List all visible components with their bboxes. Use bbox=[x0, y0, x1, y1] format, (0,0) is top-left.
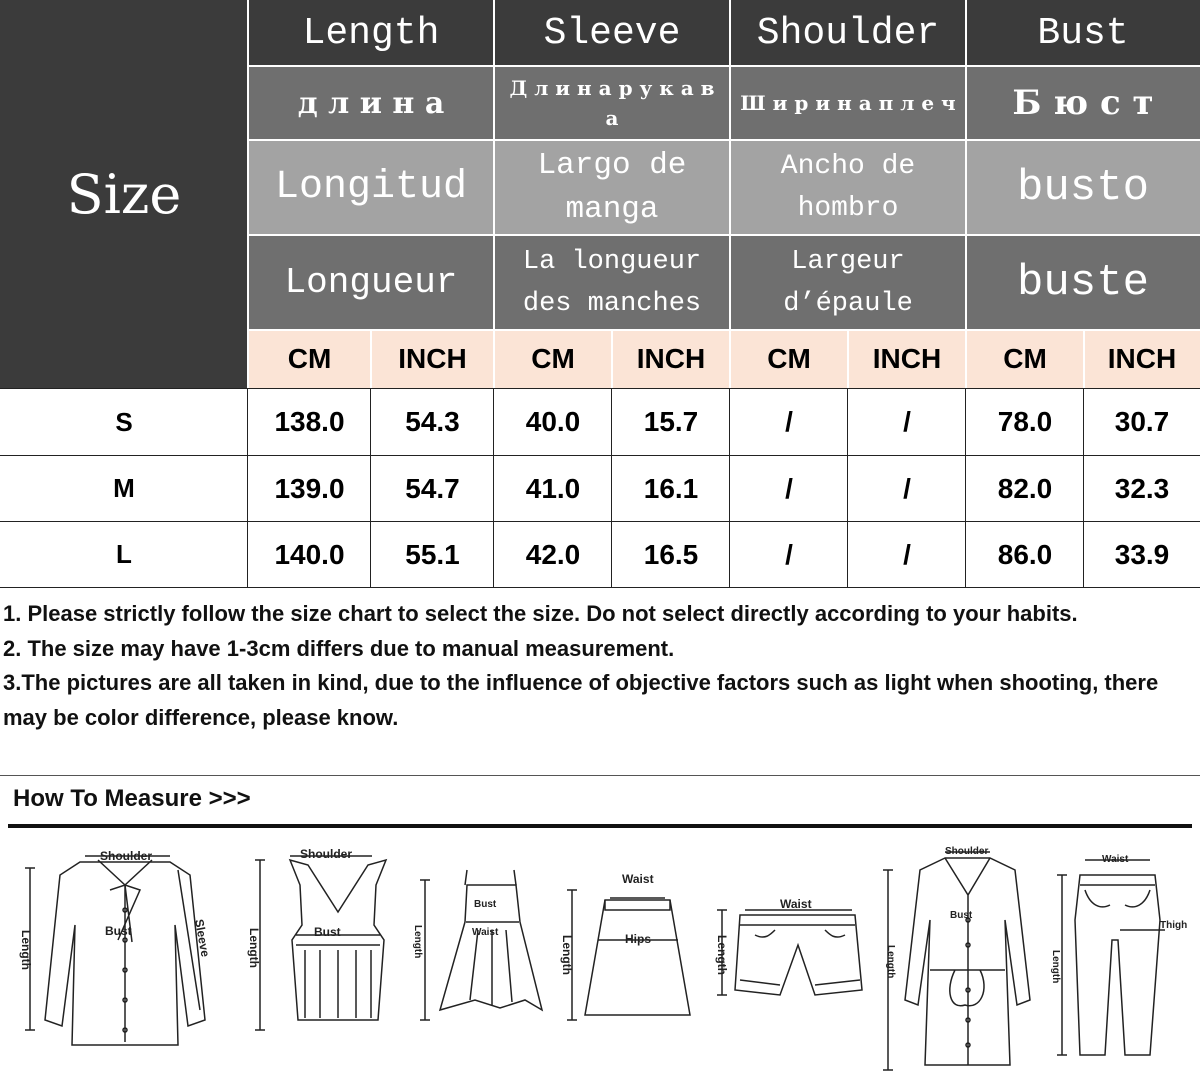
label-sleeve: Sleeve bbox=[192, 918, 213, 958]
size-cell: S bbox=[115, 406, 133, 437]
label-thigh: Thigh bbox=[1160, 920, 1188, 931]
note-1: 1. Please strictly follow the size chart to select the size. Do not select directly according to your habits. bbox=[3, 601, 1078, 626]
length-cm: 138.0 bbox=[274, 406, 345, 437]
note-3: 3.The pictures are all taken in kind, due to the influence of objective factors such as light when shooting, there may be color difference, please know. bbox=[3, 670, 1159, 730]
sleeve-inch: 16.1 bbox=[643, 472, 699, 504]
col-sleeve-fr: La longueur des manches bbox=[494, 235, 730, 330]
note-2: 2. The size may have 1-3cm differs due to manual measurement. bbox=[3, 635, 675, 661]
label-waist: Waist bbox=[780, 897, 812, 911]
shoulder-inch: / bbox=[903, 472, 911, 504]
unit-inch: INCH bbox=[371, 330, 494, 388]
unit-cm: CM bbox=[248, 330, 371, 388]
label-length: Length bbox=[412, 925, 423, 959]
tank-sketch bbox=[255, 856, 386, 1030]
label-shoulder: Shoulder bbox=[945, 846, 989, 857]
pants-sketch bbox=[1057, 860, 1165, 1055]
col-bust-es: busto bbox=[966, 140, 1200, 235]
unit-inch: INCH bbox=[612, 330, 730, 388]
label-hips: Hips bbox=[625, 932, 652, 946]
size-cell: M bbox=[113, 473, 135, 503]
coat-sketch bbox=[883, 852, 1030, 1070]
col-shoulder-es: Ancho de hombro bbox=[730, 140, 966, 235]
col-bust-en: Bust bbox=[966, 0, 1200, 66]
shoulder-inch: / bbox=[903, 406, 911, 437]
shoulder-inch: / bbox=[903, 538, 911, 570]
sleeve-cm: 40.0 bbox=[525, 406, 581, 437]
col-shoulder-fr: Largeur d’épaule bbox=[730, 235, 966, 330]
label-bust: Bust bbox=[314, 925, 341, 939]
col-bust-fr: buste bbox=[966, 235, 1200, 330]
col-length-en: Length bbox=[248, 0, 494, 66]
label-shoulder: Shoulder bbox=[100, 849, 153, 863]
col-length-ru: д л и н а bbox=[248, 66, 494, 140]
shoulder-cm: / bbox=[785, 538, 793, 570]
how-to-measure-title: How To Measure >>> bbox=[13, 785, 251, 812]
label-length: Length bbox=[560, 935, 574, 975]
label-length: Length bbox=[247, 928, 261, 968]
col-shoulder-en: Shoulder bbox=[730, 0, 966, 66]
notes bbox=[3, 597, 1198, 735]
length-inch: 54.3 bbox=[405, 406, 460, 437]
label-shoulder: Shoulder bbox=[300, 847, 353, 861]
unit-cm: CM bbox=[730, 330, 848, 388]
length-cm: 140.0 bbox=[274, 538, 345, 570]
col-bust-ru: Б ю с т bbox=[966, 66, 1200, 140]
measurement-sketches bbox=[0, 830, 1200, 1092]
label-waist: Waist bbox=[1102, 854, 1129, 865]
unit-inch: INCH bbox=[848, 330, 966, 388]
label-waist: Waist bbox=[622, 872, 654, 886]
unit-inch: INCH bbox=[1084, 330, 1200, 388]
bust-cm: 86.0 bbox=[997, 538, 1053, 570]
skirt-sketch bbox=[567, 890, 690, 1020]
bust-cm: 82.0 bbox=[997, 472, 1053, 504]
unit-cm: CM bbox=[494, 330, 612, 388]
label-bust: Bust bbox=[474, 899, 497, 910]
unit-cm: CM bbox=[966, 330, 1084, 388]
sleeve-cm: 42.0 bbox=[525, 538, 581, 570]
sleeve-inch: 15.7 bbox=[643, 406, 699, 437]
blouse-sketch bbox=[25, 856, 205, 1045]
shoulder-cm: / bbox=[785, 472, 793, 504]
label-length: Length bbox=[1050, 950, 1061, 984]
bust-inch: 33.9 bbox=[1114, 538, 1170, 570]
dress-sketch bbox=[420, 870, 542, 1020]
col-length-fr: Longueur bbox=[248, 235, 494, 330]
size-cell: L bbox=[116, 539, 132, 569]
col-length-es: Longitud bbox=[248, 140, 494, 235]
label-bust: Bust bbox=[950, 910, 973, 921]
col-sleeve-en: Sleeve bbox=[494, 0, 730, 66]
sleeve-inch: 16.5 bbox=[643, 538, 699, 570]
bust-inch: 30.7 bbox=[1114, 406, 1170, 437]
shoulder-cm: / bbox=[785, 406, 793, 437]
col-sleeve-ru: Д л и н а р у к а в а bbox=[494, 66, 730, 140]
length-cm: 139.0 bbox=[274, 472, 345, 504]
length-inch: 54.7 bbox=[405, 472, 460, 504]
label-bust: Bust bbox=[105, 924, 132, 938]
label-length: Length bbox=[715, 935, 729, 975]
bust-inch: 32.3 bbox=[1114, 472, 1170, 504]
label-length: Length bbox=[885, 945, 896, 979]
label-waist: Waist bbox=[472, 927, 499, 938]
divider bbox=[8, 824, 1192, 828]
label-length: Length bbox=[19, 930, 33, 970]
col-sleeve-es: Largo de manga bbox=[494, 140, 730, 235]
size-header: Size bbox=[0, 0, 248, 388]
col-shoulder-ru: Ш и р и н а п л е ч bbox=[730, 66, 966, 140]
bust-cm: 78.0 bbox=[997, 406, 1053, 437]
length-inch: 55.1 bbox=[405, 538, 460, 570]
sleeve-cm: 41.0 bbox=[525, 472, 581, 504]
shorts-sketch bbox=[717, 910, 862, 995]
